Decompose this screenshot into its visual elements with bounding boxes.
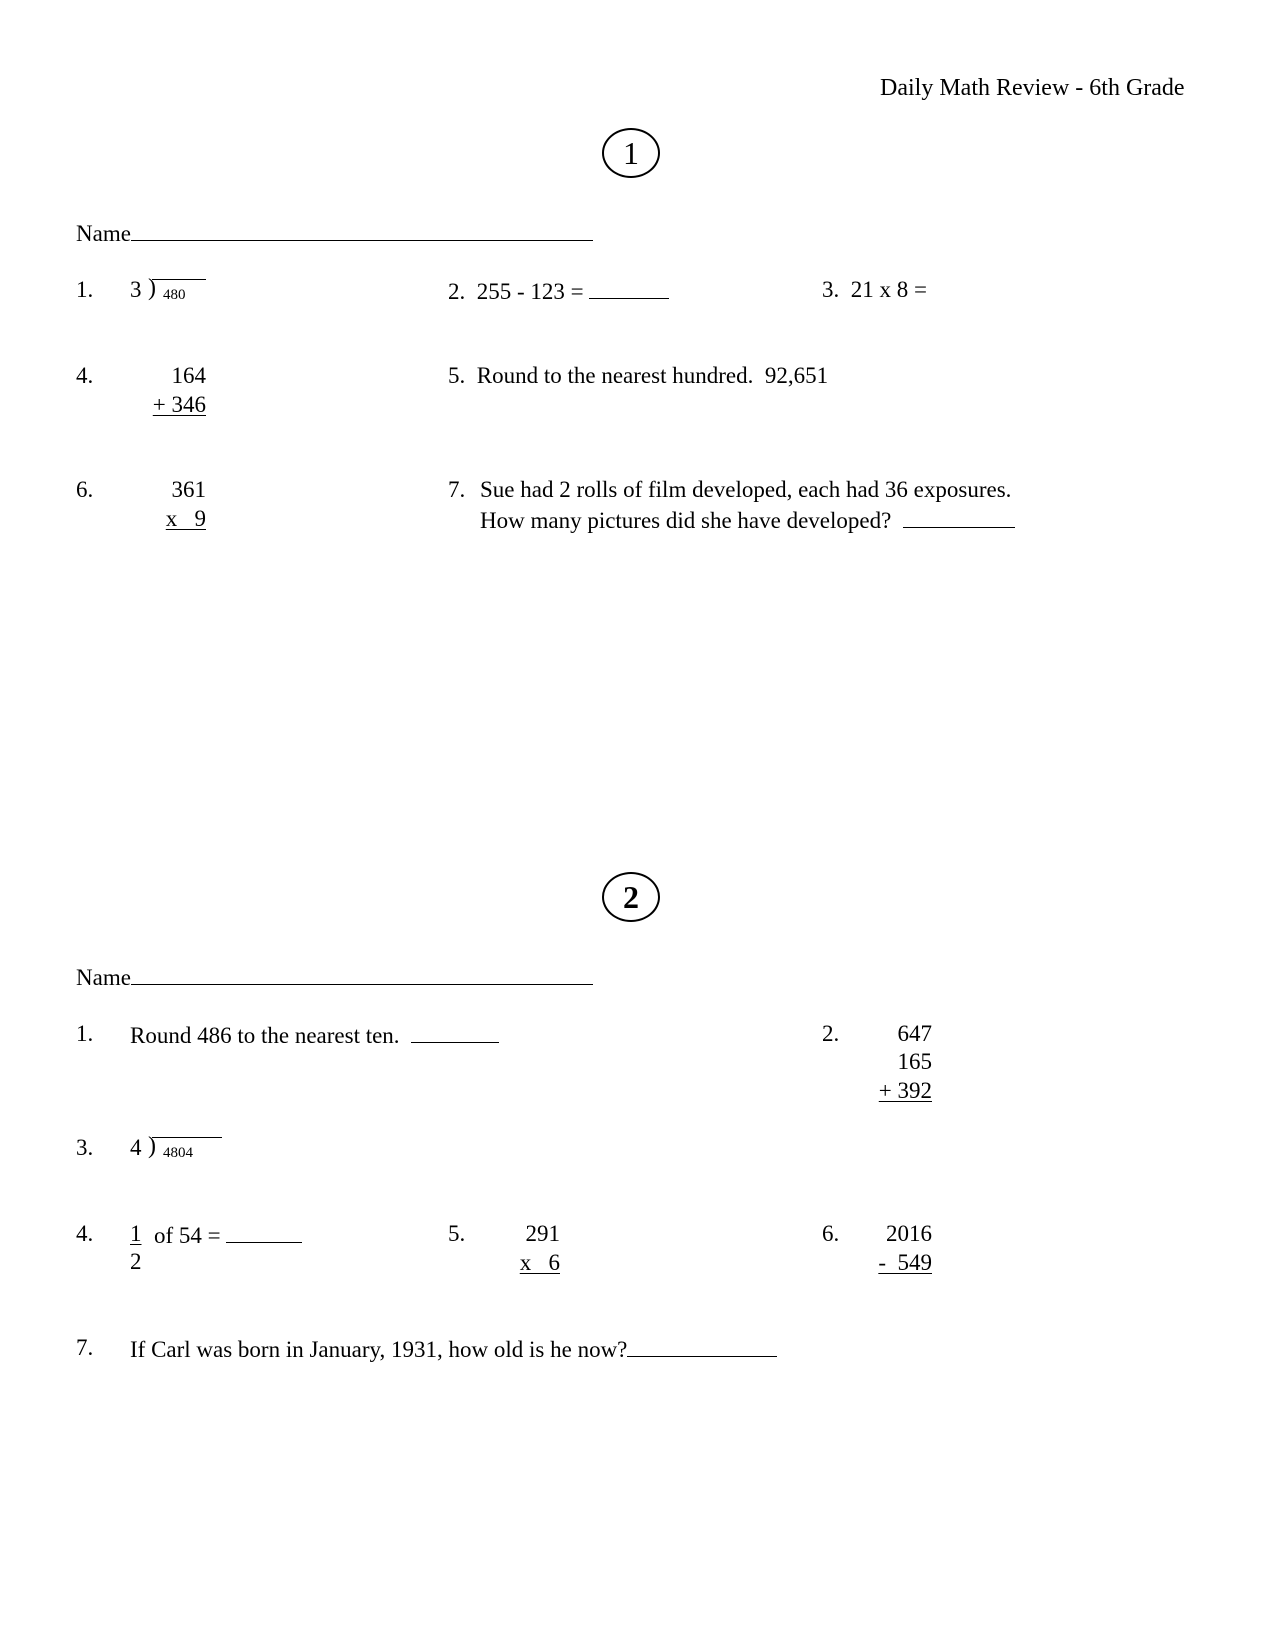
problem-number: 4. <box>76 1221 94 1246</box>
problem-number: 6. <box>76 477 94 502</box>
dividend: 4804 <box>163 1145 193 1161</box>
answer-blank[interactable] <box>627 1336 777 1357</box>
minuend: 2016 <box>886 1221 932 1246</box>
answer-blank[interactable] <box>903 507 1015 528</box>
problem-number: 4. <box>76 363 94 388</box>
answer-blank[interactable] <box>411 1022 499 1043</box>
answer-blank[interactable] <box>226 1222 302 1243</box>
section-number-badge: 1 <box>602 128 660 178</box>
fraction-denominator: 2 <box>130 1249 142 1274</box>
word-problem-line2: How many pictures did she have developed? <box>480 507 1015 532</box>
problem-number: 2. <box>822 1021 840 1046</box>
problem-number: 1. <box>76 1021 94 1046</box>
problem-number: 5. <box>448 1221 466 1246</box>
name-field[interactable] <box>131 964 593 985</box>
fraction-numerator: 1 <box>130 1221 142 1246</box>
problem-2: 2. 255 - 123 = <box>448 278 669 303</box>
problem-number: 6. <box>822 1221 840 1246</box>
word-problem-line1: Sue had 2 rolls of film developed, each had 36 exposures. <box>480 477 1012 502</box>
divisor: 3 <box>130 277 142 302</box>
factor-bottom: x 9 <box>165 506 206 531</box>
addend-2: 165 <box>897 1049 932 1074</box>
division-bar <box>152 1137 222 1138</box>
subtrahend: - 549 <box>878 1250 932 1275</box>
problem-3: 3. 21 x 8 = <box>822 277 927 302</box>
page-title: Daily Math Review - 6th Grade <box>880 75 1185 101</box>
problem-text: Round 486 to the nearest ten. <box>130 1022 499 1047</box>
problem-5: 5. Round to the nearest hundred. 92,651 <box>448 363 829 388</box>
name-field[interactable] <box>131 220 593 241</box>
problem-text: of 54 = <box>154 1222 302 1247</box>
addend-top: 164 <box>171 363 206 388</box>
problem-number: 7. <box>76 1335 94 1360</box>
name-label: Name <box>76 220 593 245</box>
divisor: 4 <box>130 1135 142 1160</box>
factor-bottom: x 6 <box>519 1250 560 1275</box>
addend-3: + 392 <box>878 1078 932 1103</box>
problem-text: If Carl was born in January, 1931, how old is he now? <box>130 1336 777 1361</box>
factor-top: 361 <box>171 477 206 502</box>
problem-number: 1. <box>76 277 94 302</box>
division-bracket: ) <box>148 275 156 301</box>
addend-bottom: + 346 <box>152 392 206 417</box>
factor-top: 291 <box>525 1221 560 1246</box>
section-number-badge: 2 <box>602 872 660 922</box>
division-bar <box>152 279 206 280</box>
name-label: Name <box>76 964 593 989</box>
addend-1: 647 <box>897 1021 932 1046</box>
problem-number: 3. <box>76 1135 94 1160</box>
division-bracket: ) <box>148 1133 156 1159</box>
dividend: 480 <box>163 287 186 303</box>
problem-number: 7. <box>448 477 466 502</box>
answer-blank[interactable] <box>589 278 669 299</box>
